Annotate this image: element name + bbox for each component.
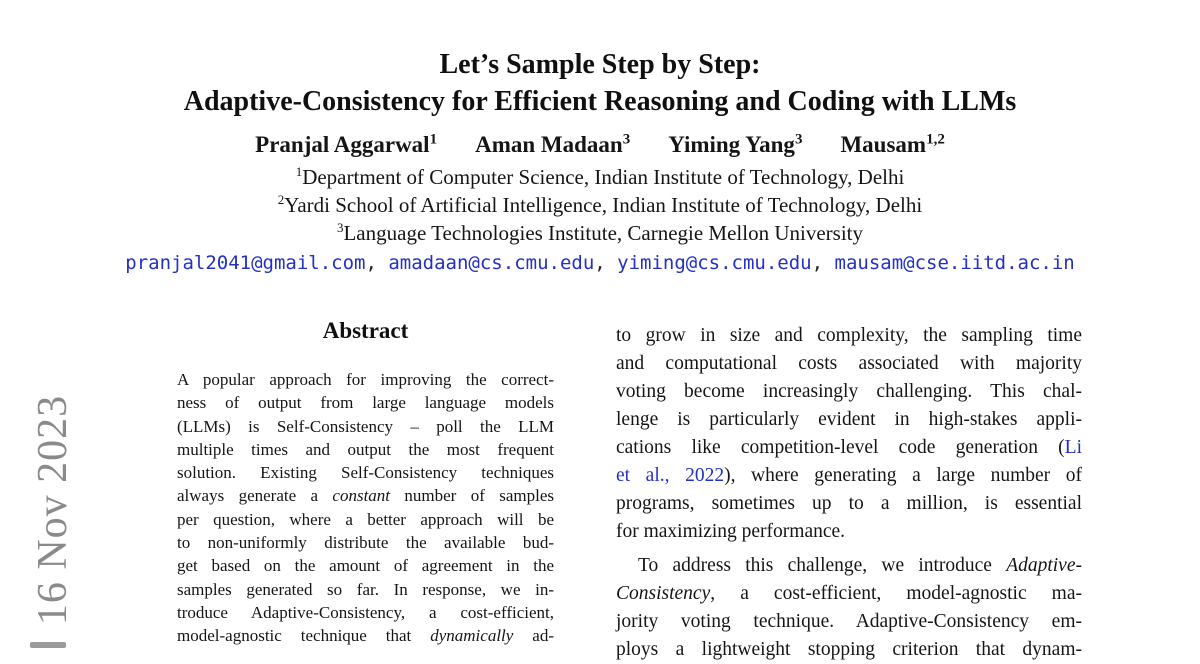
text-span: jority voting technique. Adaptive-Consistency em- bbox=[616, 611, 1082, 632]
text-span: A popular approach for improving the correct- bbox=[177, 370, 554, 389]
text-span: number of samples bbox=[390, 486, 554, 506]
text-line bbox=[177, 624, 554, 647]
affiliation-sup: 3 bbox=[336, 220, 344, 235]
text-line bbox=[616, 580, 1082, 608]
author-affiliation-sup: 1 bbox=[429, 131, 438, 148]
italic-text: dynamically bbox=[430, 626, 514, 646]
author-emails bbox=[0, 252, 1200, 274]
text-span: always generate a bbox=[177, 486, 333, 506]
text-span: programs, sometimes up to a million, is essential bbox=[616, 493, 1082, 514]
text-line bbox=[616, 434, 1082, 462]
text-span: ), where generating a large number of bbox=[724, 465, 1082, 486]
text-span: multiple times and output the most frequent bbox=[177, 439, 554, 459]
text-line bbox=[177, 415, 554, 438]
affiliation-sup: 2 bbox=[277, 192, 285, 207]
email-separator: , bbox=[365, 252, 389, 274]
text-span: ad- bbox=[513, 626, 554, 646]
author-email: yiming@cs.cmu.edu bbox=[617, 252, 812, 274]
email-separator: , bbox=[594, 252, 618, 274]
author-name: Aman Madaan$^3$ bbox=[475, 131, 631, 157]
text-line bbox=[616, 406, 1082, 434]
text-line bbox=[616, 322, 1082, 350]
paragraph bbox=[177, 368, 554, 648]
text-line bbox=[177, 601, 554, 624]
text-line bbox=[616, 518, 1082, 546]
text-span: get based on the amount of agreement in the bbox=[177, 556, 554, 576]
text-line bbox=[616, 608, 1082, 636]
affiliation: $^2$Yardi School of Artificial Intelligence, Indian Institute of Technology, Delhi bbox=[277, 192, 923, 217]
affiliation: $^1$Department of Computer Science, Indian Institute of Technology, Delhi bbox=[295, 164, 905, 189]
text-span: to non-uniformly distribute the available bud- bbox=[177, 533, 554, 553]
text-span: and computational costs associated with majority bbox=[616, 353, 1082, 374]
author-email: pranjal2041@gmail.com bbox=[125, 252, 366, 274]
affiliation-list bbox=[0, 163, 1200, 247]
text-line bbox=[177, 438, 554, 461]
text-line bbox=[177, 368, 554, 391]
text-line bbox=[177, 484, 554, 507]
text-span: to grow in size and complexity, the sampling time bbox=[616, 325, 1082, 346]
text-line bbox=[616, 462, 1082, 490]
text-span: troduce Adaptive-Consistency, a cost-efficient, bbox=[177, 602, 554, 622]
paragraph bbox=[616, 322, 1082, 546]
paper-title bbox=[0, 46, 1200, 120]
text-span: voting become increasingly challenging. This chal- bbox=[616, 381, 1082, 402]
citation-link[interactable]: et al., 2022 bbox=[616, 465, 725, 486]
author-affiliation-sup: 3 bbox=[622, 131, 631, 148]
italic-text: Adaptive- bbox=[1006, 555, 1082, 576]
text-span: for maximizing performance. bbox=[616, 521, 846, 542]
text-line bbox=[177, 508, 554, 531]
paper-title-line2: Adaptive-Consistency for Efficient Reasoning and Coding with LLMs bbox=[183, 86, 1017, 117]
right-column-body bbox=[616, 322, 1082, 664]
text-span: model-agnostic technique that bbox=[177, 626, 431, 646]
text-span: lenge is particularly evident in high-stakes appli- bbox=[616, 409, 1082, 430]
paper-title-line1: Let’s Sample Step by Step: bbox=[439, 49, 761, 80]
author-list bbox=[0, 132, 1200, 158]
paper-header bbox=[0, 46, 1200, 274]
text-span: To address this challenge, we introduce bbox=[638, 555, 1007, 576]
email-separator: , bbox=[811, 252, 835, 274]
abstract-body bbox=[177, 368, 554, 648]
text-span: per question, where a better approach will be bbox=[177, 509, 554, 529]
author-name: Yiming Yang$^3$ bbox=[668, 131, 803, 157]
author-email: amadaan@cs.cmu.edu bbox=[388, 252, 595, 274]
abstract-heading: Abstract bbox=[322, 318, 409, 343]
affiliation-sup: 1 bbox=[295, 164, 303, 179]
text-line bbox=[177, 554, 554, 577]
author-name: Mausam$^{1,2}$ bbox=[840, 131, 945, 157]
text-line bbox=[616, 350, 1082, 378]
text-line bbox=[177, 461, 554, 484]
paragraph bbox=[616, 552, 1082, 664]
italic-text: Consistency bbox=[616, 583, 711, 604]
text-line bbox=[616, 490, 1082, 518]
affiliation: $^3$Language Technologies Institute, Carnegie Mellon University bbox=[336, 220, 863, 245]
text-span: ness of output from large language models bbox=[177, 393, 554, 413]
text-line bbox=[177, 578, 554, 601]
author-affiliation-sup: 3 bbox=[794, 131, 803, 148]
citation-link[interactable]: Li bbox=[1064, 437, 1082, 458]
author-email: mausam@cse.iitd.ac.in bbox=[834, 252, 1075, 274]
text-span: , a cost-efficient, model-agnostic ma- bbox=[710, 583, 1082, 604]
text-line bbox=[616, 552, 1082, 580]
author-name: Pranjal Aggarwal$^1$ bbox=[255, 131, 438, 157]
text-span: ploys a lightweight stopping criterion that dynam- bbox=[616, 639, 1082, 660]
text-line bbox=[616, 636, 1082, 664]
text-span: samples generated so far. In response, we in- bbox=[177, 579, 554, 599]
arxiv-date-stamp: 16 Nov 2023 bbox=[30, 394, 76, 626]
arxiv-stamp-fragment bbox=[30, 642, 66, 648]
italic-text: constant bbox=[332, 486, 391, 506]
text-line bbox=[177, 531, 554, 554]
text-span: cations like competition-level code generation ( bbox=[616, 437, 1065, 458]
text-line bbox=[616, 378, 1082, 406]
author-affiliation-sup: 1,2 bbox=[926, 131, 945, 148]
text-span: (LLMs) is Self-Consistency – poll the LLM bbox=[177, 416, 554, 436]
text-span: solution. Existing Self-Consistency techniques bbox=[177, 463, 554, 483]
text-line bbox=[177, 391, 554, 414]
